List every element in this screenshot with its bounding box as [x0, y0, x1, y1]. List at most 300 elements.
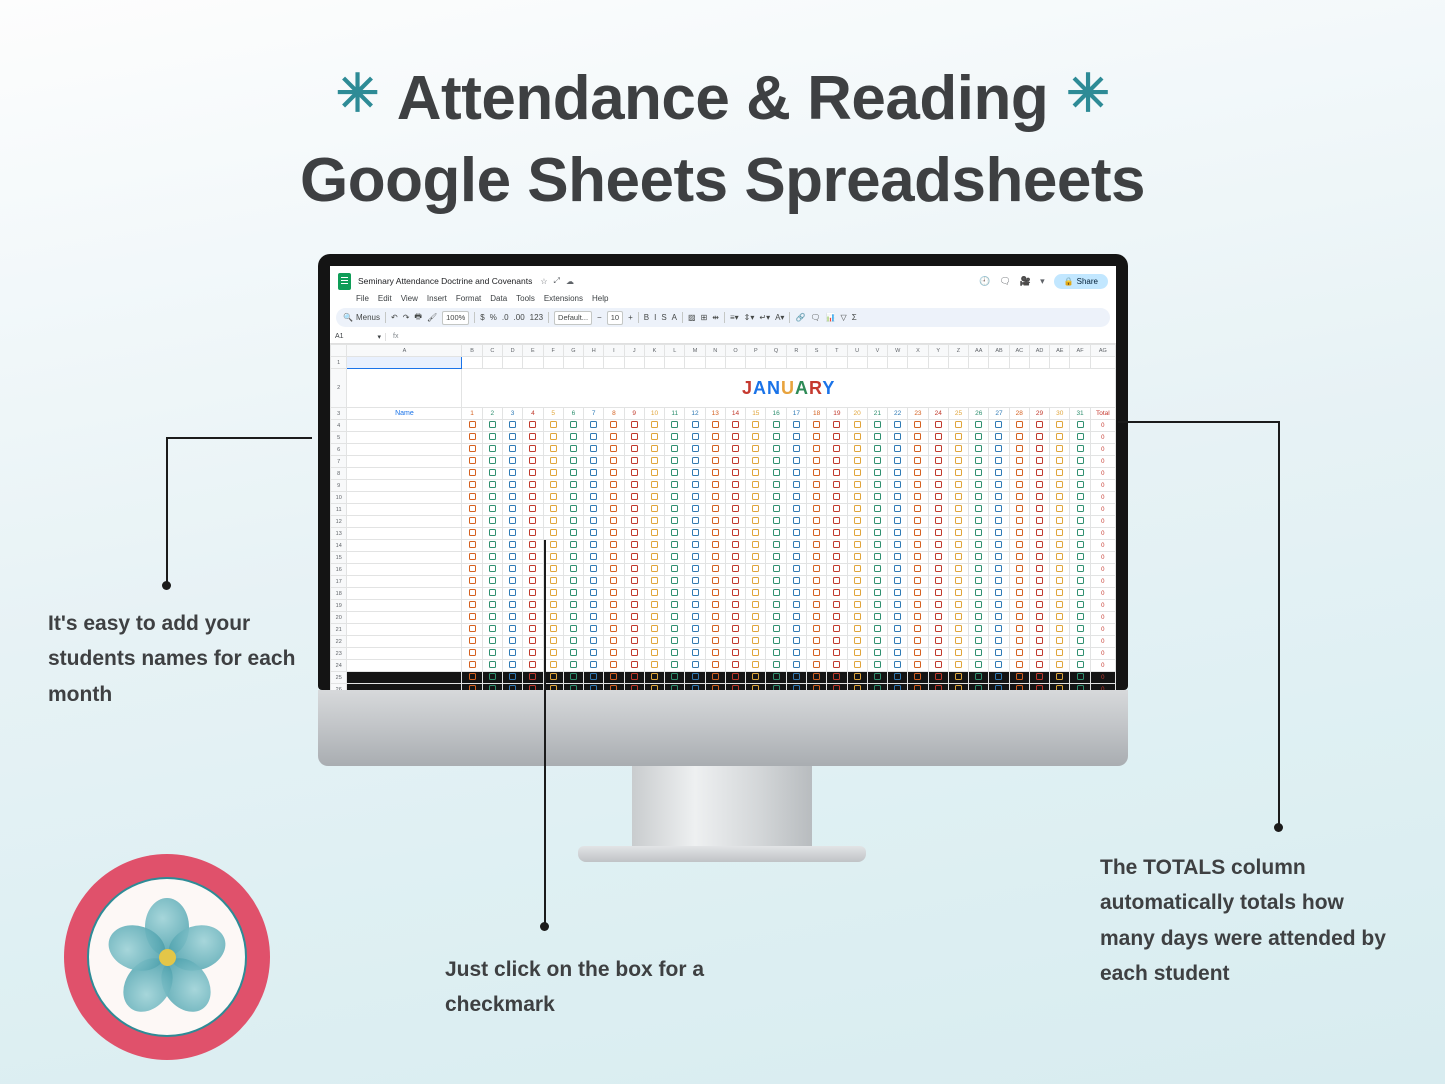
attendance-checkbox-cell[interactable] [766, 456, 786, 468]
checkbox-icon[interactable] [651, 613, 658, 620]
checkbox-icon[interactable] [590, 529, 597, 536]
checkbox-icon[interactable] [712, 493, 719, 500]
attendance-checkbox-cell[interactable] [685, 588, 705, 600]
checkbox-icon[interactable] [631, 433, 638, 440]
attendance-checkbox-cell[interactable] [685, 528, 705, 540]
checkbox-icon[interactable] [1077, 505, 1084, 512]
attendance-checkbox-cell[interactable] [847, 420, 867, 432]
checkbox-icon[interactable] [935, 625, 942, 632]
row-header-12[interactable]: 12 [331, 516, 347, 528]
checkbox-icon[interactable] [550, 625, 557, 632]
checkbox-icon[interactable] [874, 565, 881, 572]
checkbox-icon[interactable] [854, 673, 861, 680]
checkbox-icon[interactable] [671, 433, 678, 440]
attendance-checkbox-cell[interactable] [847, 588, 867, 600]
attendance-checkbox-cell[interactable] [948, 648, 968, 660]
attendance-checkbox-cell[interactable] [827, 624, 847, 636]
checkbox-icon[interactable] [1036, 469, 1043, 476]
checkbox-icon[interactable] [570, 637, 577, 644]
checkbox-icon[interactable] [651, 601, 658, 608]
attendance-checkbox-cell[interactable] [847, 612, 867, 624]
total-value-cell[interactable]: 0 [1090, 660, 1115, 672]
attendance-checkbox-cell[interactable] [989, 588, 1009, 600]
attendance-checkbox-cell[interactable] [482, 432, 502, 444]
attendance-checkbox-cell[interactable] [543, 624, 563, 636]
attendance-checkbox-cell[interactable] [766, 660, 786, 672]
checkbox-icon[interactable] [1036, 673, 1043, 680]
checkbox-icon[interactable] [793, 673, 800, 680]
column-header-i[interactable]: I [604, 345, 624, 357]
attendance-checkbox-cell[interactable] [806, 552, 826, 564]
checkbox-icon[interactable] [712, 673, 719, 680]
attendance-checkbox-cell[interactable] [502, 552, 522, 564]
checkbox-icon[interactable] [631, 469, 638, 476]
attendance-checkbox-cell[interactable] [502, 624, 522, 636]
attendance-checkbox-cell[interactable] [827, 468, 847, 480]
checkbox-icon[interactable] [752, 457, 759, 464]
checkbox-icon[interactable] [955, 553, 962, 560]
checkbox-icon[interactable] [854, 637, 861, 644]
checkbox-icon[interactable] [995, 661, 1002, 668]
attendance-checkbox-cell[interactable] [908, 624, 928, 636]
checkbox-icon[interactable] [550, 529, 557, 536]
attendance-checkbox-cell[interactable] [746, 492, 766, 504]
column-header-s[interactable]: S [806, 345, 826, 357]
checkbox-icon[interactable] [509, 577, 516, 584]
menu-item-extensions[interactable]: Extensions [543, 294, 583, 303]
attendance-checkbox-cell[interactable] [584, 492, 604, 504]
checkbox-icon[interactable] [914, 625, 921, 632]
attendance-checkbox-cell[interactable] [1050, 660, 1070, 672]
checkbox-icon[interactable] [509, 505, 516, 512]
checkbox-icon[interactable] [935, 565, 942, 572]
attendance-checkbox-cell[interactable] [604, 492, 624, 504]
checkbox-icon[interactable] [813, 457, 820, 464]
checkbox-icon[interactable] [692, 529, 699, 536]
menu-item-view[interactable]: View [400, 294, 418, 303]
checkbox-icon[interactable] [1036, 565, 1043, 572]
checkbox-icon[interactable] [529, 505, 536, 512]
checkbox-icon[interactable] [590, 649, 597, 656]
checkbox-icon[interactable] [671, 649, 678, 656]
checkbox-icon[interactable] [955, 517, 962, 524]
attendance-checkbox-cell[interactable] [888, 600, 908, 612]
checkbox-icon[interactable] [874, 493, 881, 500]
attendance-checkbox-cell[interactable] [563, 564, 583, 576]
checkbox-icon[interactable] [773, 445, 780, 452]
attendance-checkbox-cell[interactable] [644, 636, 664, 648]
header-day-5[interactable]: 5 [543, 408, 563, 420]
attendance-checkbox-cell[interactable] [563, 624, 583, 636]
attendance-checkbox-cell[interactable] [746, 576, 766, 588]
checkbox-icon[interactable] [529, 613, 536, 620]
checkbox-icon[interactable] [590, 553, 597, 560]
attendance-checkbox-cell[interactable] [523, 468, 543, 480]
checkbox-icon[interactable] [570, 613, 577, 620]
text-rotation-icon[interactable]: A▾ [775, 313, 785, 322]
checkbox-icon[interactable] [610, 433, 617, 440]
attendance-checkbox-cell[interactable] [908, 648, 928, 660]
attendance-checkbox-cell[interactable] [746, 540, 766, 552]
checkbox-icon[interactable] [935, 505, 942, 512]
checkbox-icon[interactable] [975, 517, 982, 524]
attendance-checkbox-cell[interactable] [665, 564, 685, 576]
attendance-checkbox-cell[interactable] [482, 648, 502, 660]
chevron-down-icon[interactable]: ▾ [377, 333, 381, 341]
attendance-checkbox-cell[interactable] [705, 456, 725, 468]
attendance-checkbox-cell[interactable] [563, 660, 583, 672]
attendance-checkbox-cell[interactable] [523, 600, 543, 612]
checkbox-icon[interactable] [773, 493, 780, 500]
attendance-checkbox-cell[interactable] [989, 456, 1009, 468]
column-header-q[interactable]: Q [766, 345, 786, 357]
total-value-cell[interactable]: 0 [1090, 600, 1115, 612]
attendance-checkbox-cell[interactable] [705, 552, 725, 564]
checkbox-icon[interactable] [793, 493, 800, 500]
attendance-checkbox-cell[interactable] [1070, 588, 1090, 600]
cell[interactable] [462, 357, 482, 369]
checkbox-icon[interactable] [894, 637, 901, 644]
attendance-checkbox-cell[interactable] [705, 612, 725, 624]
checkbox-icon[interactable] [995, 589, 1002, 596]
checkbox-icon[interactable] [1036, 625, 1043, 632]
checkbox-icon[interactable] [833, 493, 840, 500]
attendance-checkbox-cell[interactable] [1050, 588, 1070, 600]
attendance-checkbox-cell[interactable] [705, 504, 725, 516]
checkbox-icon[interactable] [1016, 469, 1023, 476]
student-name-cell[interactable] [347, 552, 462, 564]
attendance-checkbox-cell[interactable] [523, 492, 543, 504]
checkbox-icon[interactable] [469, 673, 476, 680]
attendance-checkbox-cell[interactable] [786, 600, 806, 612]
header-day-9[interactable]: 9 [624, 408, 644, 420]
checkbox-icon[interactable] [509, 625, 516, 632]
checkbox-icon[interactable] [955, 637, 962, 644]
checkbox-icon[interactable] [489, 481, 496, 488]
checkbox-icon[interactable] [1077, 433, 1084, 440]
checkbox-icon[interactable] [752, 637, 759, 644]
attendance-checkbox-cell[interactable] [867, 540, 887, 552]
attendance-checkbox-cell[interactable] [1009, 468, 1029, 480]
student-name-cell[interactable] [347, 636, 462, 648]
checkbox-icon[interactable] [935, 637, 942, 644]
checkbox-icon[interactable] [631, 541, 638, 548]
attendance-checkbox-cell[interactable] [948, 444, 968, 456]
checkbox-icon[interactable] [651, 529, 658, 536]
checkbox-icon[interactable] [1077, 553, 1084, 560]
attendance-checkbox-cell[interactable] [462, 492, 482, 504]
checkbox-icon[interactable] [610, 517, 617, 524]
attendance-checkbox-cell[interactable] [705, 588, 725, 600]
student-name-cell[interactable] [347, 420, 462, 432]
attendance-checkbox-cell[interactable] [1009, 492, 1029, 504]
attendance-checkbox-cell[interactable] [584, 528, 604, 540]
checkbox-icon[interactable] [894, 673, 901, 680]
attendance-checkbox-cell[interactable] [1070, 600, 1090, 612]
attendance-checkbox-cell[interactable] [827, 492, 847, 504]
attendance-checkbox-cell[interactable] [867, 624, 887, 636]
checkbox-icon[interactable] [894, 493, 901, 500]
checkbox-icon[interactable] [550, 469, 557, 476]
checkbox-icon[interactable] [975, 433, 982, 440]
checkbox-icon[interactable] [752, 589, 759, 596]
attendance-checkbox-cell[interactable] [523, 660, 543, 672]
checkbox-icon[interactable] [894, 565, 901, 572]
attendance-checkbox-cell[interactable] [867, 672, 887, 684]
attendance-checkbox-cell[interactable] [725, 432, 745, 444]
attendance-checkbox-cell[interactable] [969, 672, 989, 684]
checkbox-icon[interactable] [813, 517, 820, 524]
checkbox-icon[interactable] [732, 553, 739, 560]
attendance-checkbox-cell[interactable] [604, 420, 624, 432]
attendance-checkbox-cell[interactable] [462, 420, 482, 432]
attendance-checkbox-cell[interactable] [847, 600, 867, 612]
checkbox-icon[interactable] [692, 673, 699, 680]
attendance-checkbox-cell[interactable] [888, 480, 908, 492]
attendance-checkbox-cell[interactable] [1050, 444, 1070, 456]
column-header-o[interactable]: O [725, 345, 745, 357]
attendance-checkbox-cell[interactable] [766, 612, 786, 624]
attendance-checkbox-cell[interactable] [847, 516, 867, 528]
checkbox-icon[interactable] [874, 637, 881, 644]
checkbox-icon[interactable] [975, 637, 982, 644]
attendance-checkbox-cell[interactable] [584, 444, 604, 456]
attendance-checkbox-cell[interactable] [786, 456, 806, 468]
attendance-checkbox-cell[interactable] [989, 468, 1009, 480]
checkbox-icon[interactable] [610, 673, 617, 680]
attendance-checkbox-cell[interactable] [806, 420, 826, 432]
attendance-checkbox-cell[interactable] [725, 480, 745, 492]
column-header-b[interactable]: B [462, 345, 482, 357]
checkbox-icon[interactable] [975, 613, 982, 620]
student-name-cell[interactable] [347, 612, 462, 624]
checkbox-icon[interactable] [955, 661, 962, 668]
cell[interactable] [989, 357, 1009, 369]
checkbox-icon[interactable] [590, 589, 597, 596]
checkbox-icon[interactable] [975, 565, 982, 572]
checkbox-icon[interactable] [935, 517, 942, 524]
filter-icon[interactable]: ▽ [840, 313, 847, 322]
attendance-checkbox-cell[interactable] [806, 624, 826, 636]
checkbox-icon[interactable] [935, 433, 942, 440]
column-header-l[interactable]: L [665, 345, 685, 357]
checkbox-icon[interactable] [955, 481, 962, 488]
functions-icon[interactable]: Σ [851, 313, 857, 322]
checkbox-icon[interactable] [773, 601, 780, 608]
checkbox-icon[interactable] [732, 529, 739, 536]
checkbox-icon[interactable] [1077, 517, 1084, 524]
attendance-checkbox-cell[interactable] [624, 564, 644, 576]
attendance-checkbox-cell[interactable] [1009, 444, 1029, 456]
checkbox-icon[interactable] [712, 661, 719, 668]
attendance-checkbox-cell[interactable] [482, 672, 502, 684]
attendance-checkbox-cell[interactable] [725, 600, 745, 612]
checkbox-icon[interactable] [590, 577, 597, 584]
checkbox-icon[interactable] [1056, 589, 1063, 596]
checkbox-icon[interactable] [509, 661, 516, 668]
checkbox-icon[interactable] [489, 673, 496, 680]
checkbox-icon[interactable] [813, 661, 820, 668]
checkbox-icon[interactable] [793, 457, 800, 464]
checkbox-icon[interactable] [793, 553, 800, 560]
checkbox-icon[interactable] [509, 445, 516, 452]
checkbox-icon[interactable] [732, 541, 739, 548]
checkbox-icon[interactable] [610, 493, 617, 500]
attendance-checkbox-cell[interactable] [665, 624, 685, 636]
checkbox-icon[interactable] [469, 565, 476, 572]
attendance-checkbox-cell[interactable] [1009, 528, 1029, 540]
text-wrap-icon[interactable]: ↵▾ [759, 313, 771, 322]
attendance-checkbox-cell[interactable] [908, 432, 928, 444]
checkbox-icon[interactable] [1036, 517, 1043, 524]
checkbox-icon[interactable] [590, 541, 597, 548]
checkbox-icon[interactable] [610, 421, 617, 428]
attendance-checkbox-cell[interactable] [584, 420, 604, 432]
attendance-checkbox-cell[interactable] [1029, 588, 1049, 600]
attendance-checkbox-cell[interactable] [725, 564, 745, 576]
header-day-3[interactable]: 3 [502, 408, 522, 420]
attendance-checkbox-cell[interactable] [665, 540, 685, 552]
attendance-checkbox-cell[interactable] [584, 600, 604, 612]
checkbox-icon[interactable] [570, 517, 577, 524]
checkbox-icon[interactable] [692, 613, 699, 620]
checkbox-icon[interactable] [671, 541, 678, 548]
checkbox-icon[interactable] [833, 505, 840, 512]
checkbox-icon[interactable] [671, 613, 678, 620]
attendance-checkbox-cell[interactable] [928, 576, 948, 588]
checkbox-icon[interactable] [793, 529, 800, 536]
checkbox-icon[interactable] [529, 553, 536, 560]
attendance-checkbox-cell[interactable] [969, 480, 989, 492]
attendance-checkbox-cell[interactable] [1070, 432, 1090, 444]
attendance-checkbox-cell[interactable] [705, 444, 725, 456]
attendance-checkbox-cell[interactable] [543, 660, 563, 672]
checkbox-icon[interactable] [935, 673, 942, 680]
checkbox-icon[interactable] [469, 445, 476, 452]
checkbox-icon[interactable] [550, 493, 557, 500]
attendance-checkbox-cell[interactable] [705, 564, 725, 576]
column-header-t[interactable]: T [827, 345, 847, 357]
attendance-checkbox-cell[interactable] [624, 468, 644, 480]
attendance-checkbox-cell[interactable] [584, 480, 604, 492]
checkbox-icon[interactable] [793, 481, 800, 488]
attendance-checkbox-cell[interactable] [806, 600, 826, 612]
checkbox-icon[interactable] [570, 445, 577, 452]
attendance-checkbox-cell[interactable] [685, 660, 705, 672]
checkbox-icon[interactable] [894, 601, 901, 608]
checkbox-icon[interactable] [752, 469, 759, 476]
checkbox-icon[interactable] [833, 433, 840, 440]
cell[interactable] [604, 357, 624, 369]
header-day-1[interactable]: 1 [462, 408, 482, 420]
attendance-checkbox-cell[interactable] [685, 552, 705, 564]
checkbox-icon[interactable] [590, 517, 597, 524]
student-name-cell[interactable] [347, 540, 462, 552]
checkbox-icon[interactable] [995, 505, 1002, 512]
checkbox-icon[interactable] [469, 457, 476, 464]
checkbox-icon[interactable] [833, 613, 840, 620]
checkbox-icon[interactable] [712, 565, 719, 572]
checkbox-icon[interactable] [550, 505, 557, 512]
checkbox-icon[interactable] [955, 673, 962, 680]
attendance-checkbox-cell[interactable] [482, 528, 502, 540]
attendance-checkbox-cell[interactable] [1070, 456, 1090, 468]
checkbox-icon[interactable] [914, 649, 921, 656]
checkbox-icon[interactable] [712, 589, 719, 596]
attendance-checkbox-cell[interactable] [462, 576, 482, 588]
attendance-checkbox-cell[interactable] [482, 444, 502, 456]
row-header-18[interactable]: 18 [331, 588, 347, 600]
attendance-checkbox-cell[interactable] [665, 432, 685, 444]
attendance-checkbox-cell[interactable] [1050, 504, 1070, 516]
attendance-checkbox-cell[interactable] [1029, 480, 1049, 492]
attendance-checkbox-cell[interactable] [482, 576, 502, 588]
attendance-checkbox-cell[interactable] [806, 672, 826, 684]
attendance-checkbox-cell[interactable] [1029, 612, 1049, 624]
checkbox-icon[interactable] [773, 649, 780, 656]
checkbox-icon[interactable] [570, 457, 577, 464]
attendance-checkbox-cell[interactable] [1029, 552, 1049, 564]
checkbox-icon[interactable] [752, 445, 759, 452]
attendance-checkbox-cell[interactable] [584, 612, 604, 624]
total-value-cell[interactable]: 0 [1090, 516, 1115, 528]
cell[interactable] [827, 357, 847, 369]
attendance-checkbox-cell[interactable] [523, 444, 543, 456]
checkbox-icon[interactable] [995, 649, 1002, 656]
checkbox-icon[interactable] [509, 565, 516, 572]
select-all-corner[interactable] [331, 345, 347, 357]
checkbox-icon[interactable] [1056, 433, 1063, 440]
checkbox-icon[interactable] [1056, 493, 1063, 500]
checkbox-icon[interactable] [509, 601, 516, 608]
checkbox-icon[interactable] [935, 457, 942, 464]
attendance-checkbox-cell[interactable] [482, 660, 502, 672]
attendance-checkbox-cell[interactable] [725, 456, 745, 468]
checkbox-icon[interactable] [712, 625, 719, 632]
attendance-checkbox-cell[interactable] [462, 564, 482, 576]
header-day-30[interactable]: 30 [1050, 408, 1070, 420]
checkbox-icon[interactable] [651, 421, 658, 428]
attendance-checkbox-cell[interactable] [665, 468, 685, 480]
checkbox-icon[interactable] [914, 469, 921, 476]
cell[interactable] [1050, 357, 1070, 369]
column-header-v[interactable]: V [867, 345, 887, 357]
attendance-checkbox-cell[interactable] [685, 540, 705, 552]
attendance-checkbox-cell[interactable] [1070, 564, 1090, 576]
checkbox-icon[interactable] [1016, 661, 1023, 668]
row-header-16[interactable]: 16 [331, 564, 347, 576]
attendance-checkbox-cell[interactable] [543, 456, 563, 468]
checkbox-icon[interactable] [854, 445, 861, 452]
checkbox-icon[interactable] [631, 577, 638, 584]
attendance-checkbox-cell[interactable] [786, 528, 806, 540]
checkbox-icon[interactable] [975, 421, 982, 428]
attendance-checkbox-cell[interactable] [624, 540, 644, 552]
column-header-y[interactable]: Y [928, 345, 948, 357]
document-title[interactable]: Seminary Attendance Doctrine and Covenants [358, 276, 533, 286]
attendance-checkbox-cell[interactable] [502, 540, 522, 552]
row-header-4[interactable]: 4 [331, 420, 347, 432]
checkbox-icon[interactable] [570, 625, 577, 632]
checkbox-icon[interactable] [590, 613, 597, 620]
row-header-19[interactable]: 19 [331, 600, 347, 612]
attendance-checkbox-cell[interactable] [685, 492, 705, 504]
attendance-checkbox-cell[interactable] [827, 432, 847, 444]
attendance-checkbox-cell[interactable] [502, 480, 522, 492]
checkbox-icon[interactable] [813, 565, 820, 572]
checkbox-icon[interactable] [1036, 481, 1043, 488]
attendance-checkbox-cell[interactable] [482, 552, 502, 564]
